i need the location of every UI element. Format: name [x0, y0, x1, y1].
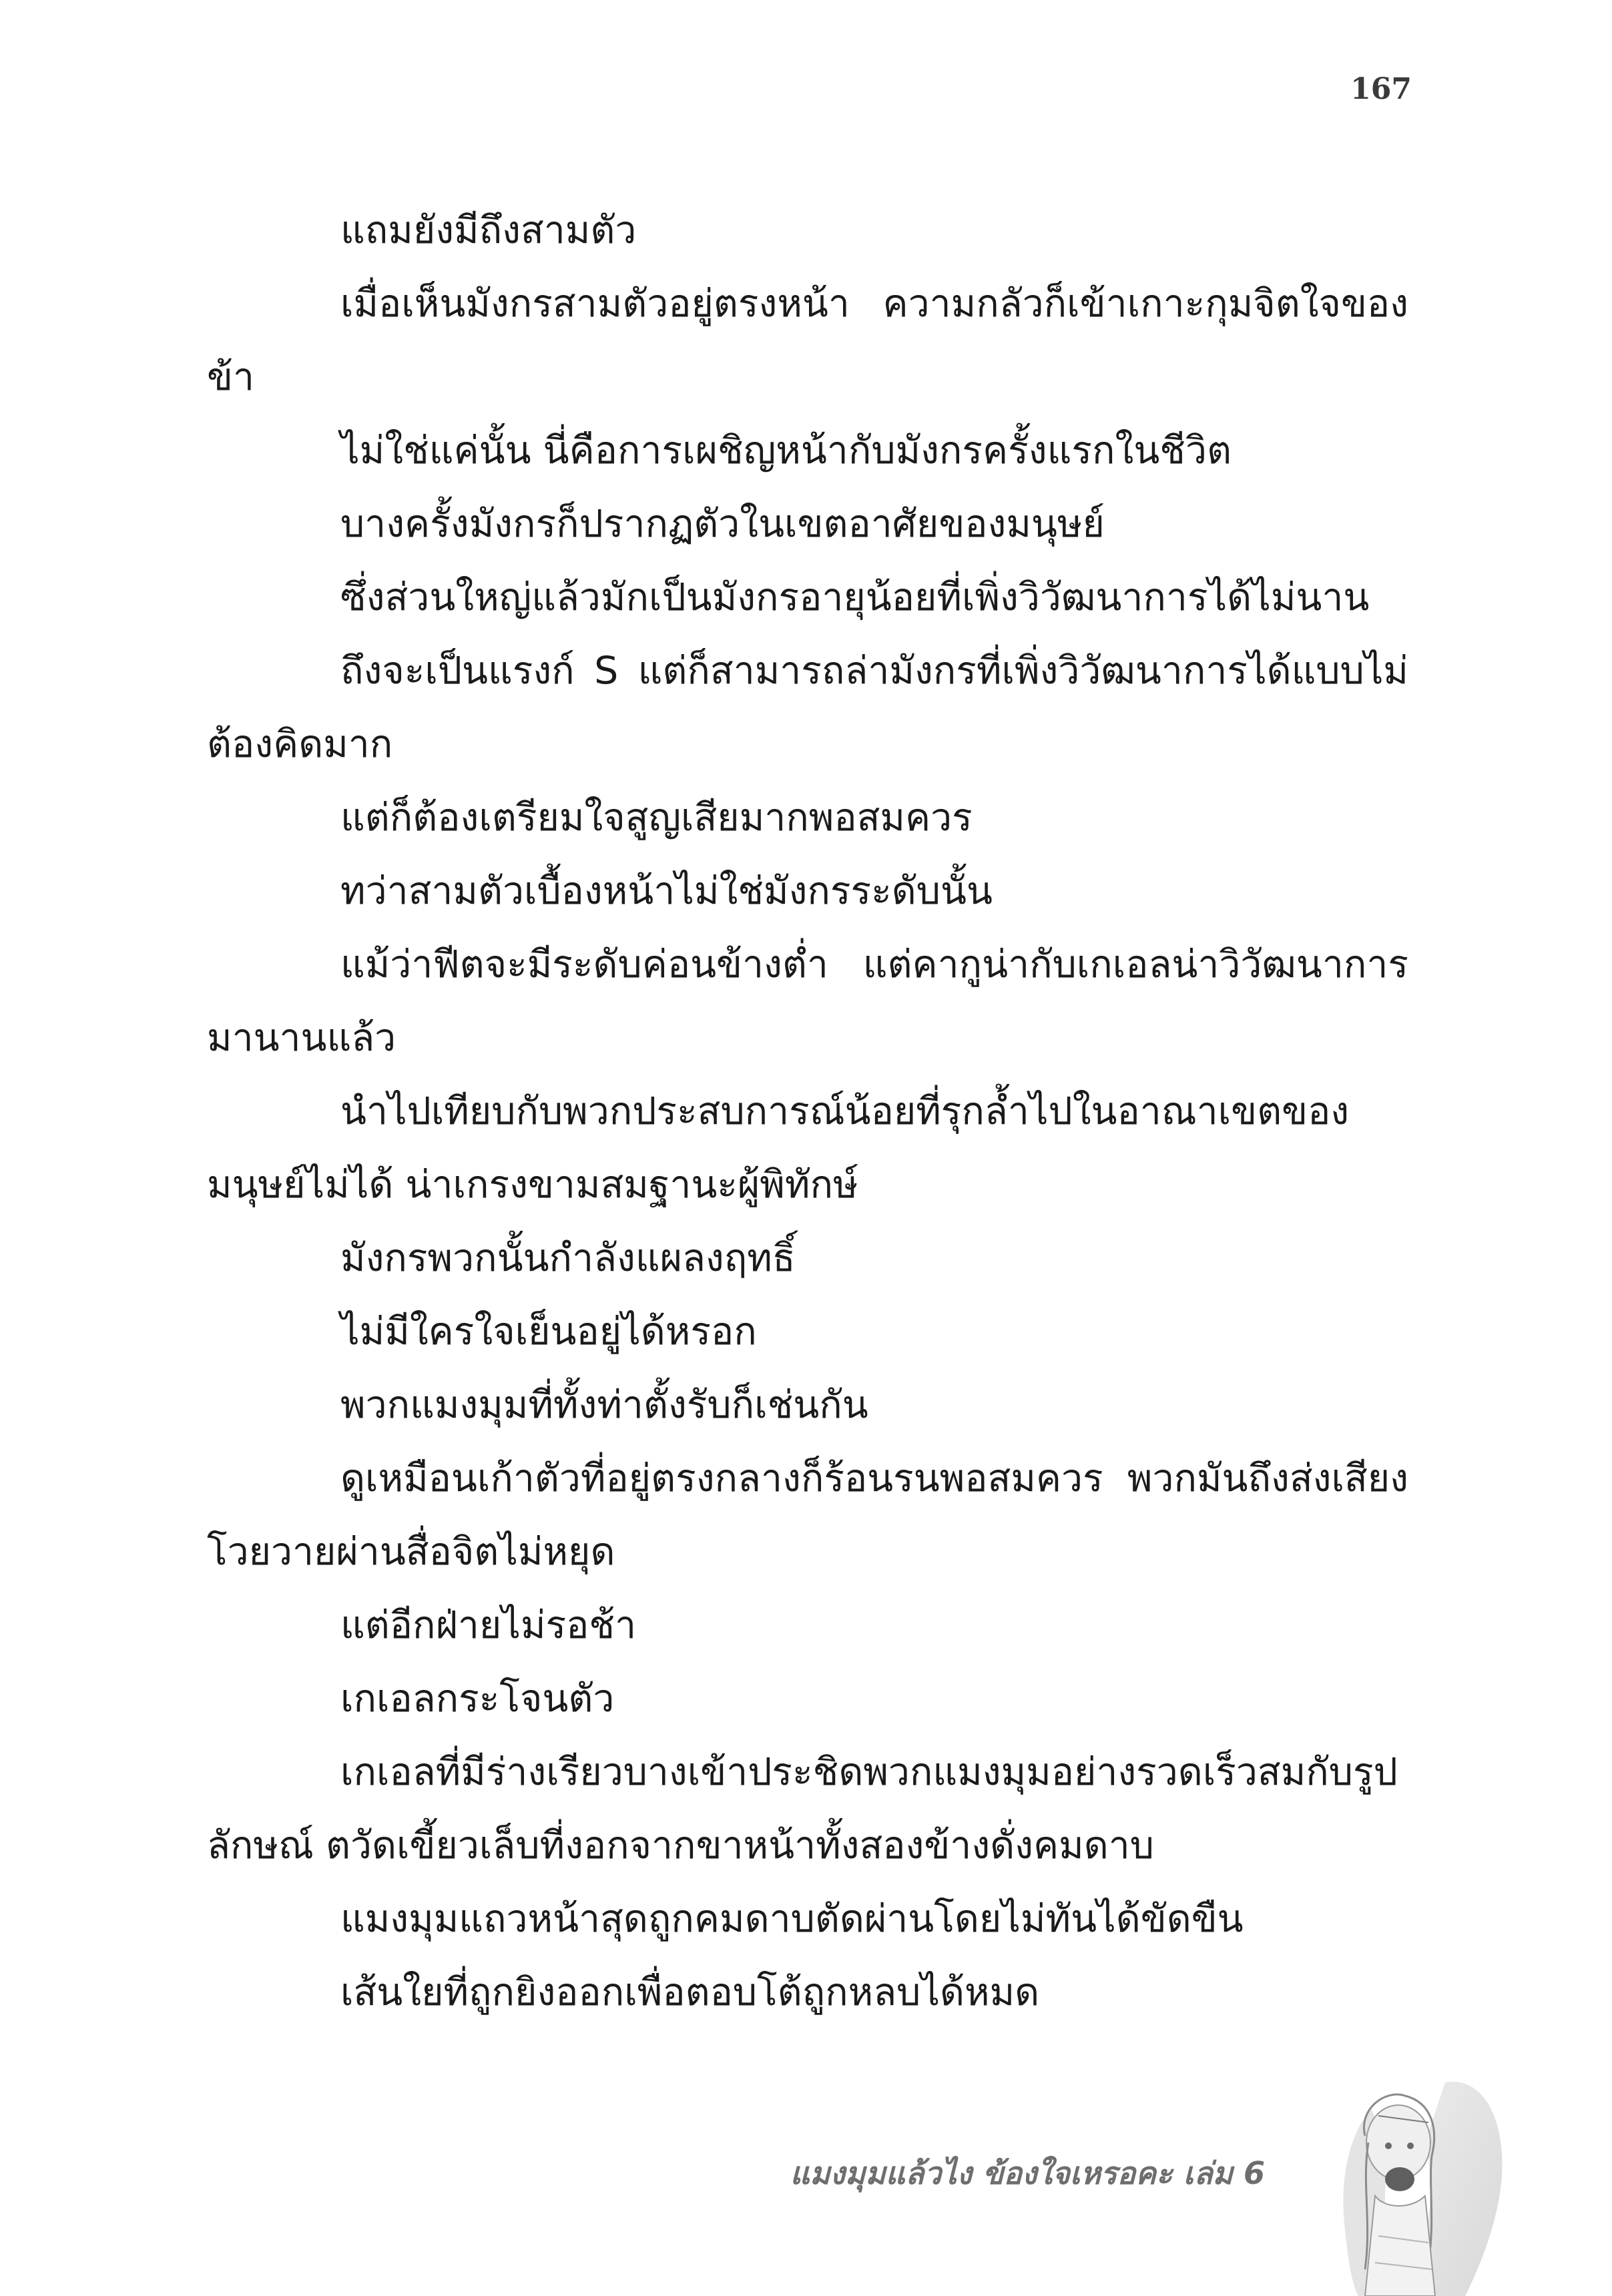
paragraph: บางครั้งมังกรก็ปรากฏตัวในเขตอาศัยของมนุษย์ [340, 502, 1105, 546]
paragraph: ไม่มีใครใจเย็นอยู่ได้หรอก [340, 1310, 757, 1354]
footer-book-title: แมงมุมแล้วไง ข้องใจเหรอคะ เล่ม 6 [790, 2155, 1265, 2191]
paragraph: ถึงจะเป็นแรงก์ S แต่ก็สามารถล่ามังกรที่เพิ่งวิวัฒนาการได้แบบไม่ต้องคิดมาก [207, 649, 1408, 766]
paragraph: เส้นใยที่ถูกยิงออกเพื่อตอบโต้ถูกหลบได้หมด [340, 1970, 1040, 2014]
paragraph: แถมยังมีถึงสามตัว [340, 208, 637, 252]
page-number: 167 [1350, 72, 1412, 106]
paragraph: มังกรพวกนั้นกำลังแผลงฤทธิ์ [340, 1236, 796, 1280]
paragraph: เกเอลกระโจนตัว [340, 1677, 615, 1721]
paragraph: ไม่ใช่แค่นั้น นี่คือการเผชิญหน้ากับมังกรครั้งแรกในชีวิต [340, 428, 1232, 473]
paragraph: ซึ่งส่วนใหญ่แล้วมักเป็นมังกรอายุน้อยที่เพิ่งวิวัฒนาการได้ไม่นาน [340, 575, 1370, 619]
paragraph: แม้ว่าฟีตจะมีระดับค่อนข้างต่ำ แต่คากูน่ากับเกเอลน่าวิวัฒนาการมานานแล้ว [207, 942, 1408, 1060]
paragraph: แต่ก็ต้องเตรียมใจสูญเสียมากพอสมควร [340, 796, 973, 840]
paragraph: นำไปเทียบกับพวกประสบการณ์น้อยที่รุกล้ำไปในอาณาเขตของมนุษย์ไม่ได้ น่าเกรงขามสมฐานะผู้พิทักษ์ [207, 1089, 1350, 1207]
paragraph: แมงมุมแถวหน้าสุดถูกคมดาบตัดผ่านโดยไม่ทันได้ขัดขืน [340, 1897, 1244, 1941]
paragraph: แต่อีกฝ่ายไม่รอช้า [340, 1603, 637, 1647]
paragraph: เกเอลที่มีร่างเรียวบางเข้าประชิดพวกแมงมุมอย่างรวดเร็วสมกับรูปลักษณ์ ตวัดเขี้ยวเล็บที่งอกจากขาหน้าทั้งสองข้างดั่งคมดาบ [207, 1750, 1398, 1868]
body-text [207, 194, 1408, 2029]
paragraph: เมื่อเห็นมังกรสามตัวอยู่ตรงหน้า ความกลัวก็เข้าเกาะกุมจิตใจของข้า [207, 282, 1408, 399]
paragraph: พวกแมงมุมที่ทั้งท่าตั้งรับก็เช่นกัน [340, 1383, 868, 1427]
paragraph: ดูเหมือนเก้าตัวที่อยู่ตรงกลางก็ร้อนรนพอสมควร พวกมันถึงส่งเสียงโวยวายผ่านสื่อจิตไม่หยุด [207, 1456, 1408, 1574]
character-illustration [1312, 2069, 1512, 2296]
paragraph: ทว่าสามตัวเบื้องหน้าไม่ใช่มังกรระดับนั้น [340, 869, 993, 913]
